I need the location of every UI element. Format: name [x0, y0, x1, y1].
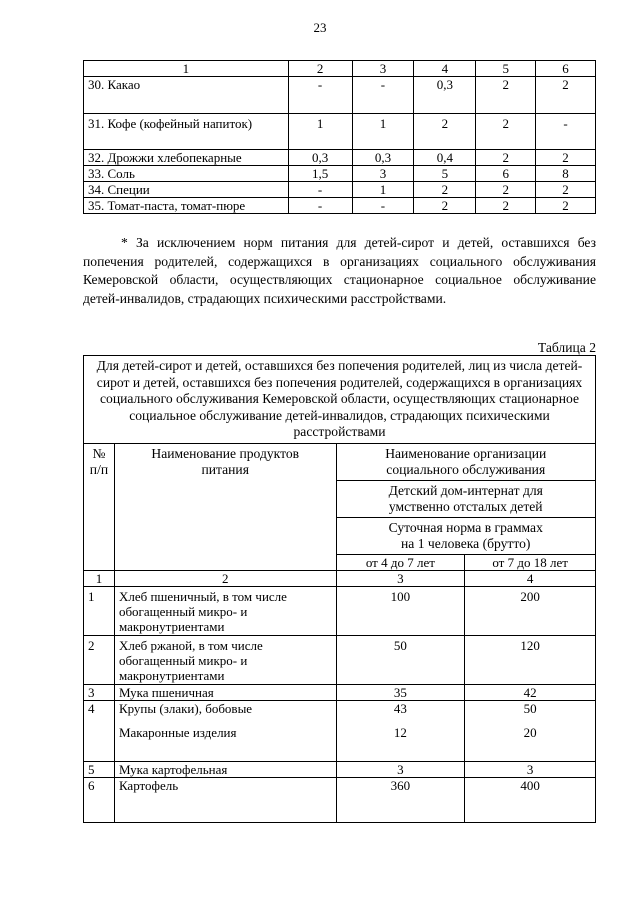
col-organization-header: Наименование организации социального обслуживания: [336, 443, 596, 480]
row-number: 6: [84, 777, 115, 822]
norm-value: 1: [288, 114, 352, 150]
norm-value: 2: [476, 77, 536, 114]
row-number: 5: [84, 761, 115, 777]
norm-value: 0,4: [414, 150, 476, 166]
page-number: 23: [313, 20, 327, 35]
product-name: Мука пшеничная: [114, 684, 336, 700]
table2-col-index: 2: [114, 570, 336, 586]
table2-title: Для детей-сирот и детей, оставшихся без попечения родителей, лиц из числа детей-сирот и детей, оставшихся без попечения родителей, содержащихся в организациях социального обслуживания Кемеровской области, осуществляющих стационарное социальное обслуживание детей-инвалидов, страдающих психическими расстройствами: [84, 356, 596, 444]
norm-value: 3: [465, 761, 596, 777]
product-name: Крупы (злаки), бобовые: [114, 700, 336, 725]
norm-value: -: [352, 77, 414, 114]
row-number: 1: [84, 586, 115, 635]
norm-value: 0,3: [414, 77, 476, 114]
norm-value: 12: [336, 725, 465, 762]
col-product-header: Наименование продуктов питания: [114, 443, 336, 570]
table-row: [84, 114, 596, 150]
product-name: Картофель: [114, 777, 336, 822]
product-name: 32. Дрожжи хлебопекарные: [84, 150, 289, 166]
norm-value: 1: [352, 114, 414, 150]
row-number: 2: [84, 635, 115, 684]
norm-value: 1: [352, 182, 414, 198]
table-row: [84, 77, 596, 114]
norm-value: 8: [536, 166, 596, 182]
norm-value: 6: [476, 166, 536, 182]
age-group-header: от 4 до 7 лет: [336, 554, 465, 570]
product-name: Хлеб пшеничный, в том числе обогащенный микро- и макронутриентами: [114, 586, 336, 635]
table2-col-index: 3: [336, 570, 465, 586]
table-row: [84, 182, 596, 198]
table-row: [84, 684, 596, 700]
product-name: 30. Какао: [84, 77, 289, 114]
norm-value: 0,3: [352, 150, 414, 166]
table2-col-index: 1: [84, 570, 115, 586]
table-row: [84, 725, 596, 762]
norm-value: -: [288, 77, 352, 114]
norm-value: -: [288, 198, 352, 214]
product-name: 33. Соль: [84, 166, 289, 182]
norm-value: 35: [336, 684, 465, 700]
norm-value: 42: [465, 684, 596, 700]
table1-header-row: [84, 61, 596, 77]
norm-value: 2: [536, 198, 596, 214]
product-name: 35. Томат-паста, томат-пюре: [84, 198, 289, 214]
table-row: [84, 635, 596, 684]
norm-value: -: [352, 198, 414, 214]
norm-value: 20: [465, 725, 596, 762]
table2-header-row: [84, 443, 596, 480]
product-name: Макаронные изделия: [114, 725, 336, 762]
norm-value: 2: [414, 182, 476, 198]
norm-value: 3: [352, 166, 414, 182]
row-number: 4: [84, 700, 115, 761]
footnote: [83, 234, 596, 308]
norm-value: 120: [465, 635, 596, 684]
table1-col-index: 3: [352, 61, 414, 77]
norm-value: 3: [336, 761, 465, 777]
footnote-text: * За исключением норм питания для детей-сирот и детей, оставшихся без попечения родителей, содержащихся в организациях социального обслуживания Кемеровской области, осуществляющих стационарное социальное обслуживание детей-инвалидов, страдающих психическими расстройствами.: [83, 235, 596, 306]
table-row: [84, 166, 596, 182]
norm-value: 2: [476, 198, 536, 214]
norm-value: 50: [336, 635, 465, 684]
table-row: [84, 150, 596, 166]
norm-value: 2: [476, 114, 536, 150]
norm-value: 2: [476, 150, 536, 166]
norm-value: 400: [465, 777, 596, 822]
norm-value: 2: [414, 198, 476, 214]
col-number-header: № п/п: [84, 443, 115, 570]
table1-col-index: 6: [536, 61, 596, 77]
table-row: [84, 700, 596, 725]
norm-value: 2: [536, 182, 596, 198]
food-norms-table-continued: [83, 60, 596, 214]
organization-name: Детский дом-интернат для умственно отсталых детей: [336, 480, 596, 517]
norm-value: -: [536, 114, 596, 150]
table1-col-index: 4: [414, 61, 476, 77]
table1-col-index: 2: [288, 61, 352, 77]
norm-value: 0,3: [288, 150, 352, 166]
product-name: Мука картофельная: [114, 761, 336, 777]
table1-col-index: 5: [476, 61, 536, 77]
table-row: [84, 198, 596, 214]
table-row: [84, 586, 596, 635]
table-caption: Таблица 2: [537, 340, 596, 355]
daily-norm-header: Суточная норма в граммах на 1 человека (брутто): [336, 517, 596, 554]
age-group-header: от 7 до 18 лет: [465, 554, 596, 570]
product-name: 34. Специи: [84, 182, 289, 198]
norm-value: 50: [465, 700, 596, 725]
table2-index-row: [84, 570, 596, 586]
norm-value: 360: [336, 777, 465, 822]
norm-value: 1,5: [288, 166, 352, 182]
table2-title-row: [84, 356, 596, 444]
row-number: 3: [84, 684, 115, 700]
norm-value: 2: [414, 114, 476, 150]
norm-value: 5: [414, 166, 476, 182]
norm-value: -: [288, 182, 352, 198]
table-row: [84, 777, 596, 822]
norm-value: 100: [336, 586, 465, 635]
norm-value: 200: [465, 586, 596, 635]
norm-value: 43: [336, 700, 465, 725]
norm-value: 2: [536, 150, 596, 166]
product-name: Хлеб ржаной, в том числе обогащенный микро- и макронутриентами: [114, 635, 336, 684]
norm-value: 2: [536, 77, 596, 114]
product-name: 31. Кофе (кофейный напиток): [84, 114, 289, 150]
table-row: [84, 761, 596, 777]
table1-col-index: 1: [84, 61, 289, 77]
norm-value: 2: [476, 182, 536, 198]
food-norms-table-2: [83, 355, 596, 823]
table2-col-index: 4: [465, 570, 596, 586]
